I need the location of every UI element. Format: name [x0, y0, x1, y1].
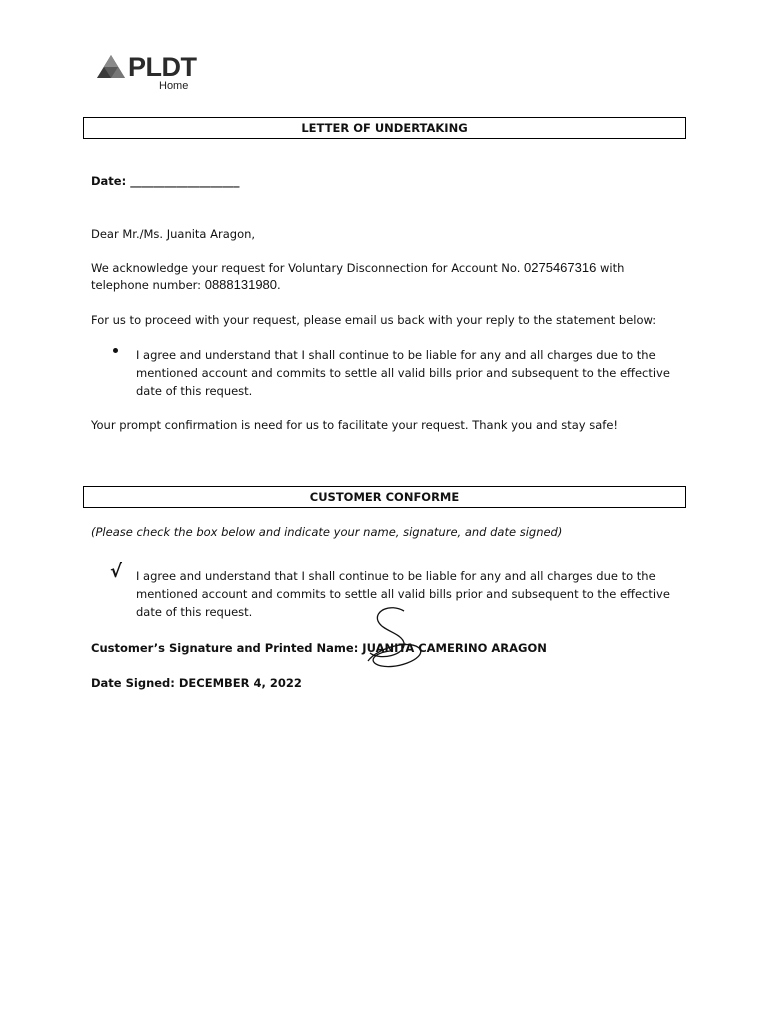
account-number: 0275467316: [524, 260, 597, 275]
pldt-home-logo: [96, 52, 206, 94]
telephone-end: .: [277, 278, 281, 292]
date-signed: Date Signed: DECEMBER 4, 2022: [91, 676, 302, 690]
undertaking-statement: I agree and understand that I shall continue to be liable for any and all charges due to the mentioned account and commits to settle all valid bills prior and subsequent to the effective date of this request.: [136, 348, 670, 398]
ack-suffix: with: [600, 261, 625, 275]
conforme-statement: I agree and understand that I shall continue to be liable for any and all charges due to the mentioned account and commits to settle all valid bills prior and subsequent to the effective date of this request.: [136, 569, 670, 619]
telephone-number: 0888131980: [204, 277, 278, 292]
date-field: Date: ___________________: [91, 174, 240, 188]
pldt-logo-icon: [96, 54, 126, 84]
conforme-instruction: (Please check the box below and indicate your name, signature, and date signed): [91, 525, 563, 539]
greeting: Dear Mr./Ms. Juanita Aragon,: [91, 227, 256, 241]
prompt-confirmation: Your prompt confirmation is need for us to facilitate your request. Thank you and stay safe!: [91, 418, 619, 432]
ack-prefix: We acknowledge your request for Voluntary Disconnection for Account No.: [91, 261, 521, 275]
acknowledgement-line-1: [91, 259, 624, 277]
signature-printed-name: Customer’s Signature and Printed Name: JUANITA CAMERINO ARAGON: [91, 641, 547, 655]
acknowledgement-line-2: [91, 276, 281, 294]
logo-brand-text: PLDT: [128, 52, 197, 82]
telephone-label: telephone number:: [91, 278, 202, 292]
proceed-instruction: For us to proceed with your request, please email us back with your reply to the statement below:: [91, 313, 657, 327]
check-mark-icon: √: [110, 561, 123, 582]
customer-conforme-box: CUSTOMER CONFORME: [83, 486, 686, 508]
bullet-icon: [113, 348, 118, 353]
logo-sub-text: Home: [159, 80, 189, 92]
letter-title-box: LETTER OF UNDERTAKING: [83, 117, 686, 139]
